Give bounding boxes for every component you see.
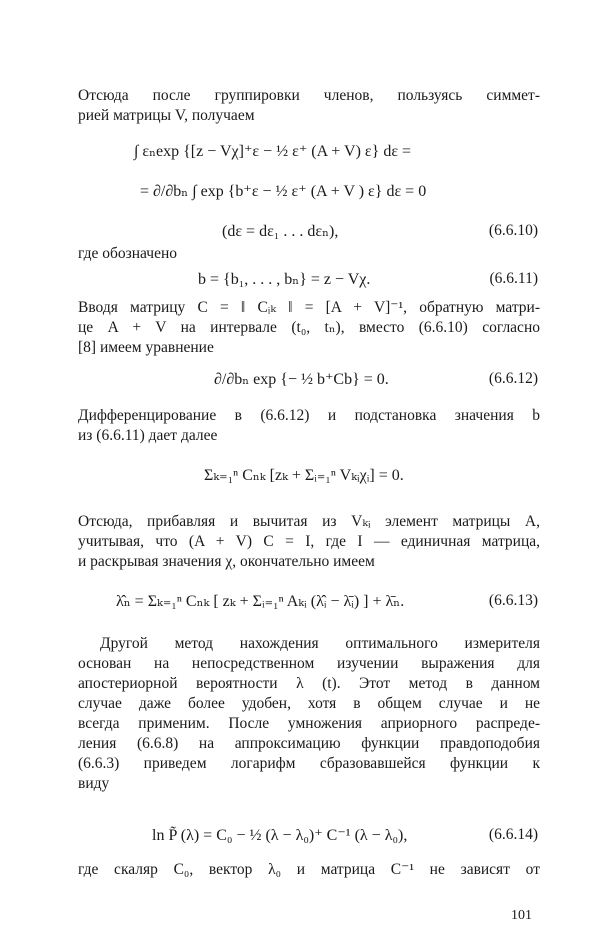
paragraph-4-line-2: из (6.6.11) дает далее	[78, 427, 218, 444]
equation-6-6-10-line-3: (dε = dε₁ . . . dεₙ),	[222, 223, 339, 240]
equation-6-6-10-line-1: ∫ εₙexp {[z − Vχ]⁺ε − ½ ε⁺ (A + V) ε} dε =	[134, 143, 412, 160]
paragraph-6-line-7: (6.6.3) приведем логарифм сбразовавшейся функции к	[78, 755, 540, 772]
equation-6-6-10-line-2: = ∂/∂bₙ ∫ exp {b⁺ε − ½ ε⁺ (A + V ) ε} dε = 0	[140, 183, 427, 200]
equation-6-6-14: ln P̃ (λ) = C₀ − ½ (λ − λ₀)⁺ C⁻¹ (λ − λ₀),	[152, 827, 408, 844]
paragraph-1-line-1: Отсюда после группировки членов, пользуясь симмет-	[78, 87, 540, 104]
paragraph-6-line-6: ления (6.6.8) на аппроксимацию функции правдоподобия	[78, 735, 540, 752]
equation-sum: Σₖ₌₁ⁿ Cₙₖ [zₖ + Σᵢ₌₁ⁿ Vₖᵢχᵢ] = 0.	[204, 467, 404, 484]
paragraph-5-line-2: учитывая, что (A + V) C = I, где I — единичная матрица,	[78, 533, 540, 550]
page-number: 101	[511, 908, 532, 923]
paragraph-1	[78, 86, 540, 126]
paragraph-1-line-2: рией матрицы V, получаем	[78, 107, 255, 124]
equation-number-6-6-12: (6.6.12)	[488, 370, 538, 387]
equation-number-6-6-11: (6.6.11)	[489, 270, 538, 287]
paragraph-7-line-1: где скаляр C₀, вектор λ₀ и матрица C⁻¹ не зависят от	[78, 861, 540, 878]
paragraph-6-line-3: апостериорной вероятности λ (t). Этот метод в данном	[78, 675, 540, 692]
paragraph-6-line-1: Другой метод нахождения оптимального измерителя	[100, 635, 540, 652]
paragraph-6-line-8: виду	[78, 775, 110, 792]
paragraph-6-line-4: случае даже более удобен, хотя в общем случае и не	[78, 695, 540, 712]
paragraph-4	[78, 406, 540, 446]
equation-number-6-6-14: (6.6.14)	[488, 826, 538, 843]
paragraph-3	[78, 298, 540, 358]
equation-number-6-6-13: (6.6.13)	[488, 592, 538, 609]
paragraph-2-line-1: где обозначено	[78, 245, 178, 262]
equation-6-6-12: ∂/∂bₙ exp {− ½ b⁺Cb} = 0.	[214, 371, 389, 388]
paragraph-6-line-5: всегда применим. После умножения априорного распреде-	[78, 715, 540, 732]
paragraph-3-line-2: це A + V на интервале (t₀, tₙ), вместо (6.6.10) согласно	[78, 319, 540, 336]
paragraph-6	[78, 634, 540, 794]
paragraph-5-line-3: и раскрывая значения χ, окончательно имеем	[78, 553, 375, 570]
paragraph-3-line-3: [8] имеем уравнение	[78, 339, 214, 356]
paragraph-3-line-1: Вводя матрицу C = ‖ Cᵢₖ ‖ = [A + V]⁻¹, обратную матри-	[78, 299, 540, 316]
paragraph-2	[78, 244, 540, 264]
equation-6-6-13: λ̂ₙ = Σₖ₌₁ⁿ Cₙₖ [ zₖ + Σᵢ₌₁ⁿ Aₖᵢ (λ̂ᵢ − λ̄ᵢ) ] + λ̄ₙ.	[116, 593, 405, 610]
paragraph-4-line-1: Дифференцирование в (6.6.12) и подстановка значения b	[78, 407, 540, 424]
paragraph-5	[78, 512, 540, 572]
paragraph-5-line-1: Отсюда, прибавляя и вычитая из Vₖᵢ элемент матрицы A,	[78, 513, 540, 530]
paragraph-7	[78, 860, 540, 880]
paragraph-6-line-2: основан на непосредственном изучении выражения для	[78, 655, 540, 672]
equation-6-6-11: b = {b₁, . . . , bₙ} = z − Vχ.	[198, 271, 371, 288]
equation-number-6-6-10: (6.6.10)	[488, 222, 538, 239]
